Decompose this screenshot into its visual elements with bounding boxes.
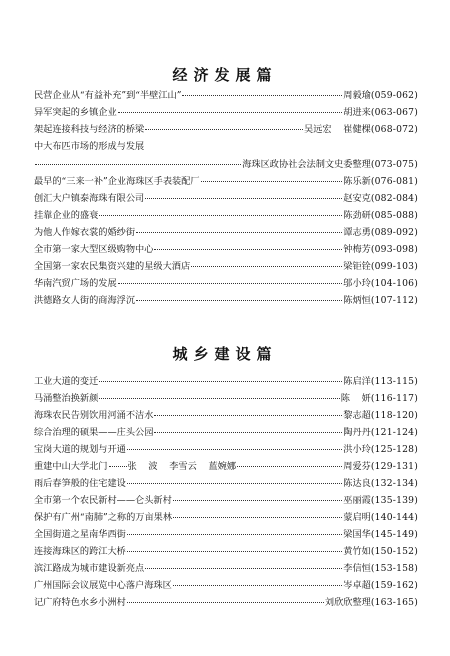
entry-author: 陈达良	[343, 478, 371, 489]
section-title-economy: 经济发展篇	[172, 66, 278, 84]
toc-entry	[34, 122, 418, 137]
entry-coauthors: 张 波 李雪云 蓝婉娜	[127, 461, 237, 472]
toc-entry	[34, 225, 418, 240]
entry-pages: (107-112)	[370, 295, 418, 306]
entry-pages: (082-084)	[370, 193, 418, 204]
entry-title: 为他人作嫁衣裳的婚纱街	[34, 227, 136, 238]
toc-entry	[34, 510, 418, 525]
entry-pages: (085-088)	[370, 210, 418, 221]
entry-author: 邬小玲	[343, 278, 371, 289]
entry-title: 海珠农民告别饮用河涌不洁水	[34, 410, 154, 421]
toc-entry	[34, 208, 418, 223]
toc-entry	[34, 276, 418, 291]
entry-pages: (093-098)	[370, 244, 418, 255]
entry-title: 保护有广州“南肺”之称的万亩果林	[34, 512, 173, 523]
entry-author: 谭志勇	[343, 227, 371, 238]
toc-entry	[34, 493, 418, 508]
entry-pages: (163-165)	[370, 597, 418, 608]
entry-pages: (132-134)	[370, 478, 418, 489]
entry-pages: (104-106)	[370, 278, 418, 289]
entry-pages: (159-162)	[370, 580, 418, 591]
entry-pages: (076-081)	[370, 176, 418, 187]
entry-author: 陈炳恒	[343, 295, 371, 306]
entry-pages: (059-062)	[370, 90, 418, 101]
toc-entry	[34, 293, 418, 308]
entry-author: 梁钜铨	[343, 261, 371, 272]
entry-pages: (113-115)	[370, 376, 418, 387]
toc-entry	[34, 561, 418, 576]
entry-author: 陈劲研	[343, 210, 371, 221]
toc-entry	[34, 242, 418, 257]
entry-title: 滨江路成为城市建设新亮点	[34, 563, 145, 574]
entry-author: 洪小玲	[343, 444, 371, 455]
entry-pages: (099-103)	[370, 261, 418, 272]
entry-pages: (063-067)	[370, 107, 418, 118]
toc-entry	[34, 259, 418, 274]
entry-title: 综合治理的硕果——庄头公园	[34, 427, 154, 438]
entry-pages: (145-149)	[370, 529, 418, 540]
entry-pages: (118-120)	[370, 410, 418, 421]
entry-author: 钟梅芳	[343, 244, 371, 255]
entry-author: 周毅瑜	[343, 90, 371, 101]
toc-entry	[34, 139, 418, 173]
entry-pages: (125-128)	[370, 444, 418, 455]
entry-author: 陈启洋	[343, 376, 371, 387]
entry-author: 陈 妍	[340, 393, 371, 404]
entry-title: 民营企业从“有益补充”到“半壁江山”	[34, 90, 182, 101]
entry-author: 巫丽霞	[343, 495, 371, 506]
entry-title: 洪德路女人街的商海浮沉	[34, 295, 136, 306]
toc-entry	[34, 527, 418, 542]
toc-entry	[34, 578, 418, 593]
entry-author: 黄竹如	[343, 546, 371, 557]
section-title-construction: 城乡建设篇	[172, 345, 278, 363]
entry-title: 马涌整治换新颜	[34, 393, 99, 404]
entry-title: 连接海珠区的跨江大桥	[34, 546, 126, 557]
entry-author: 陶丹丹	[343, 427, 371, 438]
entry-author: 赵安克	[343, 193, 371, 204]
toc-entry	[34, 425, 418, 440]
entry-title: 中大布匹市场的形成与发展	[34, 141, 145, 152]
entry-title: 创汇大户镇泰海珠有限公司	[34, 193, 145, 204]
entry-author: 胡进来	[343, 107, 371, 118]
entry-title: 全国街道之星南华西街	[34, 529, 126, 540]
toc-entry	[34, 88, 418, 103]
entry-pages: (153-158)	[370, 563, 418, 574]
entry-pages: (116-117)	[370, 393, 418, 404]
entry-title: 广州国际会议展览中心落户海珠区	[34, 580, 172, 591]
entry-title: 挂靠企业的盛衰	[34, 210, 99, 221]
entry-pages: (073-075)	[370, 159, 418, 170]
entry-pages: (089-092)	[370, 227, 418, 238]
toc-entry	[34, 391, 418, 406]
entry-title: 重建中山大学北门	[34, 461, 108, 472]
entry-pages: (121-124)	[370, 427, 418, 438]
entry-pages: (140-144)	[370, 512, 418, 523]
entry-title: 架起连接科技与经济的桥梁	[34, 124, 145, 135]
entry-title: 全市第一家大型区级购物中心	[34, 244, 154, 255]
entry-title: 雨后春笋般的住宅建设	[34, 478, 126, 489]
entry-title: 工业大道的变迁	[34, 376, 99, 387]
entry-title: 最早的“三来一补”企业海珠区手表装配厂	[34, 176, 200, 187]
toc-entry	[34, 442, 418, 457]
toc-entry	[34, 595, 418, 610]
entry-title: 全市第一个农民新村——仑头新村	[34, 495, 172, 506]
toc-entry	[34, 174, 418, 189]
entry-title: 宝岗大道的规划与开通	[34, 444, 126, 455]
entry-author: 海珠区政协社会法制文史委整理	[242, 159, 371, 170]
entry-author: 周爱芬	[343, 461, 371, 472]
entry-author: 李信恒	[343, 563, 371, 574]
entry-pages: (150-152)	[370, 546, 418, 557]
entry-title: 华南汽贸广场的发展	[34, 278, 117, 289]
entry-author: 陈乐新	[343, 176, 371, 187]
toc-entry	[34, 408, 418, 423]
entry-author: 吴远宏 崔健棵	[304, 124, 371, 135]
entry-author: 梁国华	[343, 529, 371, 540]
entry-title: 异军突起的乡镇企业	[34, 107, 117, 118]
entry-author: 黎志超	[343, 410, 371, 421]
entry-pages: (129-131)	[370, 461, 418, 472]
toc-entry	[34, 544, 418, 559]
entry-title: 记广府特色水乡小洲村	[34, 597, 126, 608]
entry-author: 岑卓超	[343, 580, 371, 591]
toc-entry	[34, 374, 418, 389]
toc-entry	[34, 459, 418, 474]
entry-pages: (068-072)	[370, 124, 418, 135]
toc-entry	[34, 191, 418, 206]
entry-author: 蒙启明	[343, 512, 371, 523]
entry-title: 全国第一家农民集资兴建的星级大酒店	[34, 261, 191, 272]
toc-entry	[34, 476, 418, 491]
toc-entry	[34, 105, 418, 120]
entry-author: 刘欣欣整理	[324, 597, 371, 608]
entry-pages: (135-139)	[370, 495, 418, 506]
